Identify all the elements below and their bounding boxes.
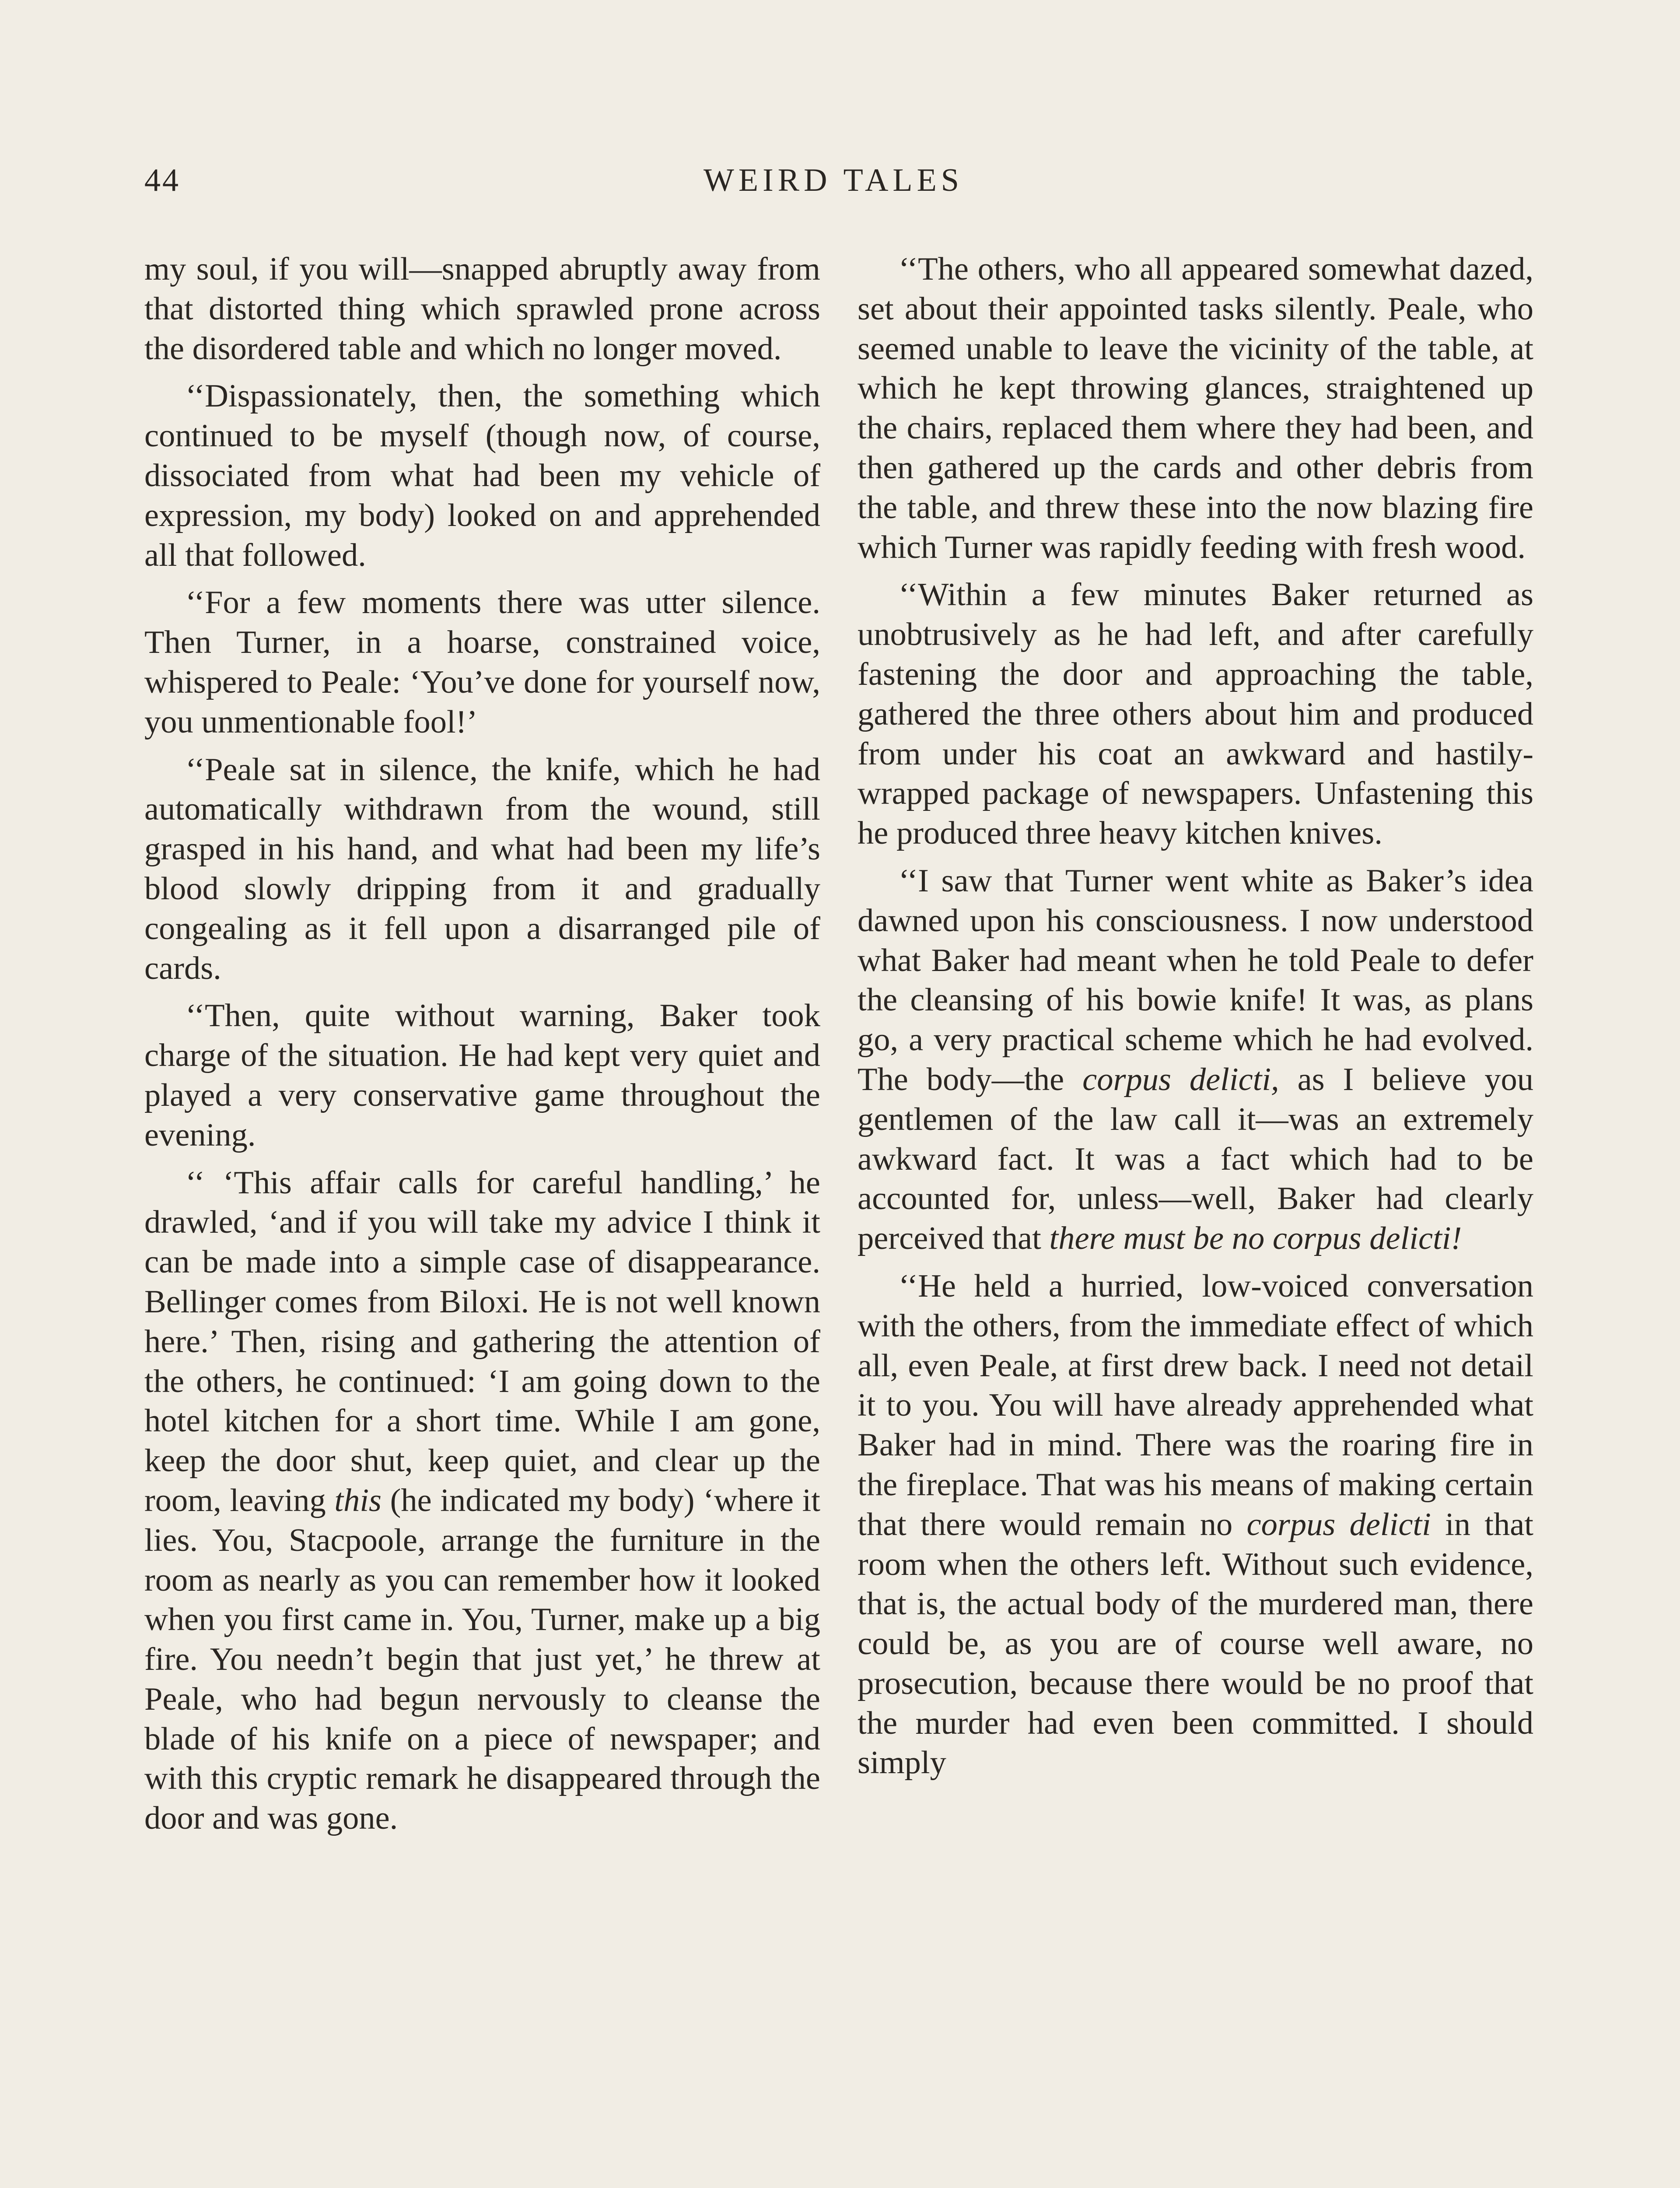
paragraph: ‘‘Peale sat in silence, the knife, which he had automatically withdrawn from the wound, still grasped in his hand, and what had been my life’s blood slowly dripping from it and gradually congealing as it fell upon a disarranged pile of cards. — [144, 751, 820, 986]
left-column — [144, 249, 820, 1846]
paragraph — [858, 861, 1533, 1259]
paragraph: ‘‘Then, quite without warning, Baker took charge of the situation. He had kept very quiet and played a very conservative game throughout the evening. — [144, 998, 820, 1153]
paragraph: my soul, if you will—snapped abruptly away from that distorted thing which sprawled prone across the disordered table and which no longer moved. — [144, 251, 820, 367]
text-run: ‘‘I saw that Turner went white as Baker’s idea dawned upon his consciousness. I now understood what Baker had meant when he told Peale to defer the cleansing of his bowie knife! It was, as plans go, a very practical scheme which he had evolved. The body—the — [858, 863, 1533, 1098]
page-number: 44 — [144, 162, 180, 198]
paragraph: ‘‘For a few moments there was utter silence. Then Turner, in a hoarse, constrained voice, whispered to Peale: ‘You’ve done for yourself now, you unmentionable fool!’ — [144, 585, 820, 740]
text-run: as I believe you gentlemen of the law call it—was an extremely awkward fact. It was a fact which had to be accounted for, unless—well, Baker had clearly perceived that — [858, 1061, 1534, 1257]
italic-run: there must be no corpus delicti! — [1049, 1220, 1462, 1257]
text-run: ‘‘He held a hurried, low-voiced conversation with the others, from the immediate effect of which all, even Peale, at first drew back. I need not detail it to you. You will have already apprehended what Baker had in mind. There was the roaring fire in the fireplace. That was his means of making certain that there would remain no — [858, 1268, 1533, 1543]
text-run: ‘‘ ‘This affair calls for careful handling,’ he drawled, ‘and if you will take my advice I think it can be made into a simple case of disappearance. Bellinger comes from Biloxi. He is not well known here.’ Then, rising and gathering the attention of the others, he continued: ‘I am going down to the hotel kitchen for a short time. While I am gone, keep the door shut, keep quiet, and clear up the room, leaving — [144, 1164, 820, 1518]
running-head: WEIRD TALES — [704, 162, 963, 198]
italic-run: corpus delicti — [1246, 1506, 1431, 1543]
paragraph — [858, 1266, 1533, 1783]
italic-run: this — [334, 1482, 382, 1518]
text-run: in that room when the others left. Without such evidence, that is, the actual body of the murdered man, there could be, as you are of course well aware, no prosecution, because there would be no proof that the murder had even been committed. I should simply — [858, 1506, 1533, 1781]
paragraph — [144, 1163, 820, 1839]
text-run: (he indicated my body) ‘where it lies. You, Stacpoole, arrange the furniture in the room as nearly as you can remember how it looked when you first came in. You, Turner, make up a big fire. You needn’t begin that just yet,’ he threw at Peale, who had begun nervously to cleanse the blade of his knife on a piece of newspaper; and with this cryptic remark he disappeared through the door and was gone. — [144, 1482, 820, 1837]
paragraph: ‘‘Within a few minutes Baker returned as unobtrusively as he had left, and after carefully fastening the door and approaching the table, gathered the three others about him and produced from under his coat an awkward and hastily-wrapped package of newspapers. Unfastening this he produced three heavy kitchen knives. — [858, 577, 1533, 852]
page-header — [144, 162, 1522, 210]
italic-run: corpus delicti, — [1082, 1061, 1279, 1098]
right-column — [858, 249, 1533, 1791]
paragraph: ‘‘Dispassionately, then, the something which continued to be myself (though now, of course, dissociated from what had been my vehicle of expression, my body) looked on and apprehended all that followed. — [144, 378, 820, 573]
paragraph: ‘‘The others, who all appeared somewhat dazed, set about their appointed tasks silently. Peale, who seemed unable to leave the vicinity of the table, at which he kept throwing glances, straightened up the chairs, replaced them where they had been, and then gathered up the cards and other debris from the table, and threw these into the now blazing fire which Turner was rapidly feeding with fresh wood. — [858, 251, 1533, 565]
